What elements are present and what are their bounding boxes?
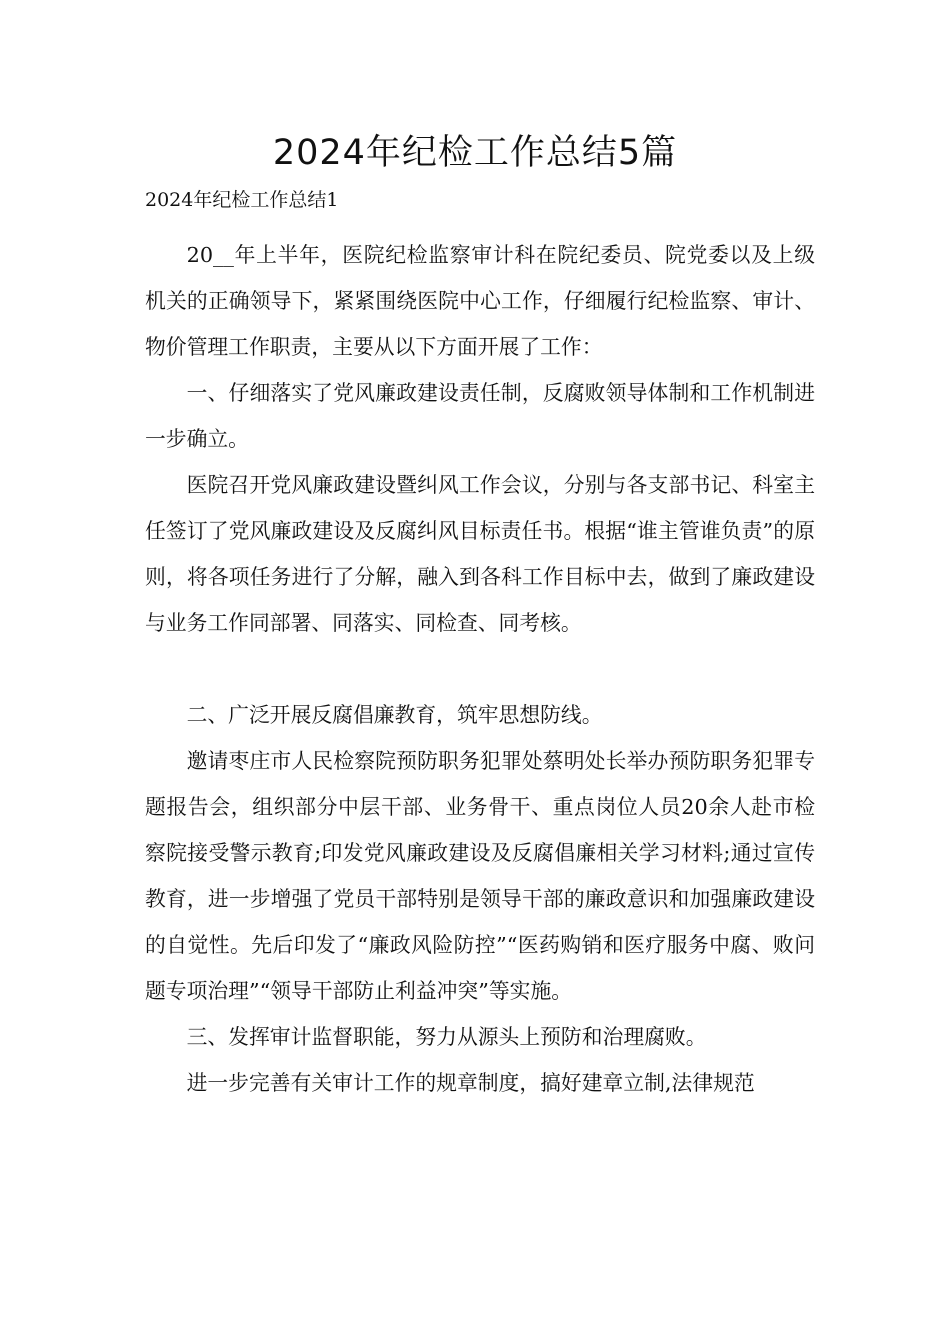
paragraph-2: 邀请枣庄市人民检察院预防职务犯罪处蔡明处长举办预防职务犯罪专题报告会，组织部分中层干部、业务骨干、重点岗位人员20余人赴市检察院接受警示教育;印发党风廉政建设及反腐倡廉相关学习材料;通过宣传教育，进一步增强了党员干部特别是领导干部的廉政意识和加强廉政建设的自觉性。先后印发了“廉政风险防控”“医药购销和医疗服务中腐、败问题专项治理”“领导干部防止利益冲突”等实施。 bbox=[145, 749, 815, 1003]
paragraph-1: 医院召开党风廉政建设暨纠风工作会议，分别与各支部书记、科室主任签订了党风廉政建设及反腐纠风目标责任书。根据“谁主管谁负责”的原则，将各项任务进行了分解，融入到各科工作目标中去，做到了廉政建设与业务工作同部署、同落实、同检查、同考核。 bbox=[145, 473, 815, 635]
section-heading: 2024年纪检工作总结1 bbox=[145, 189, 339, 211]
paragraph-heading-2: 二、广泛开展反腐倡廉教育，筑牢思想防线。 bbox=[186, 703, 603, 727]
document-body bbox=[145, 232, 815, 1106]
paragraph-heading-1: 一、仔细落实了党风廉政建设责任制，反腐败领导体制和工作机制进一步确立。 bbox=[145, 381, 815, 451]
document-title: 2024年纪检工作总结5篇 bbox=[272, 133, 678, 173]
paragraph-heading-3: 三、发挥审计监督职能，努力从源头上预防和治理腐败。 bbox=[186, 1025, 707, 1049]
paragraph-3: 进一步完善有关审计工作的规章制度，搞好建章立制,法律规范 bbox=[186, 1071, 755, 1095]
paragraph-intro: 20__年上半年，医院纪检监察审计科在院纪委员、院党委以及上级机关的正确领导下，紧紧围绕医院中心工作，仔细履行纪检监察、审计、物价管理工作职责，主要从以下方面开展了工作： bbox=[145, 243, 815, 359]
